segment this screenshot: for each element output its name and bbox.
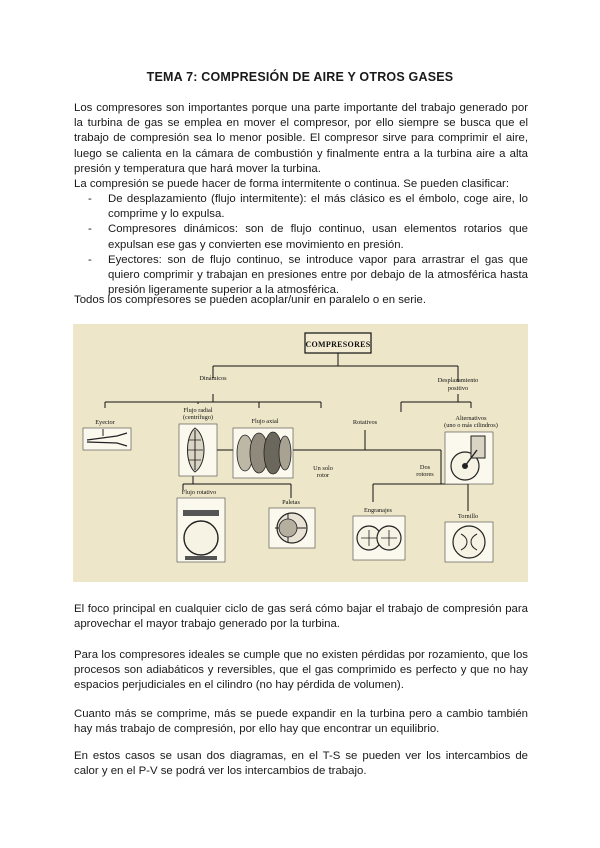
classification-diagram (73, 324, 528, 582)
bullet-marker: - (88, 223, 92, 236)
label-flujo-radial-1: Flujo radial (183, 407, 213, 414)
list-item (74, 192, 528, 222)
rotary-flow-illustration (177, 498, 225, 562)
label-un-solo-1: Un solo (313, 465, 333, 472)
list-item (74, 253, 528, 299)
gear-compressor-illustration (353, 516, 405, 560)
ideal-compressors-paragraph: Para los compresores ideales se cumple que no existen pérdidas por rozamiento, que los procesos son adiabáticos y reversibles, que el gas comprimido es perfecto y que no hay espacios perjudiciales en el cilindro (no hay pérdida de volumen). (74, 649, 528, 692)
compression-tradeoff-paragraph: Cuanto más se comprime, más se puede expandir en la turbina pero a cambio también hay más trabajo de compresión, por ello hay que encontrar un equilibrio. (74, 708, 528, 736)
ejector-illustration (83, 428, 131, 450)
label-alternativos-1: Alternativos (455, 415, 487, 422)
label-engranajes: Engranajes (364, 507, 392, 514)
bullet-text: De desplazamiento (flujo intermitente): el más clásico es el émbolo, coge aire, lo comprime y lo expulsa. (108, 193, 528, 221)
label-paletas: Paletas (282, 499, 300, 506)
label-rotativos: Rotativos (352, 419, 378, 426)
diagrams-paragraph: En estos casos se usan dos diagramas, en el T-S se pueden ver los intercambios de calor y en el P-V se podrá ver los intercambios de trabajo. (74, 750, 528, 778)
axial-compressor-illustration (233, 428, 293, 478)
screw-compressor-illustration (445, 522, 493, 562)
focus-paragraph: El foco principal en cualquier ciclo de gas será cómo bajar el trabajo de compresión para aprovechar el mayor trabajo generado por la turbina. (74, 603, 528, 631)
coupling-paragraph: Todos los compresores se pueden acoplar/unir en paralelo o en serie. (74, 294, 427, 306)
label-desplazamiento-1: Desplazamiento (437, 377, 479, 384)
vane-compressor-illustration (269, 508, 315, 548)
bullet-text: Eyectores: son de flujo continuo, se introduce vapor para arrastrar el gas que quiero comprimir y trabajan en presiones entre por debajo de la atmosférica hasta presión ligeramente superior a la atmosférica. (108, 253, 528, 297)
label-un-solo-2: rotor (316, 472, 330, 479)
label-flujo-rotativo: Flujo rotativo (181, 489, 217, 496)
label-alternativos-2: (uno o más cilindros) (444, 422, 498, 429)
label-dos-1: Dos (419, 464, 431, 471)
root-label: COMPRESORES (305, 340, 371, 349)
compressor-classification-figure (73, 324, 528, 582)
radial-compressor-illustration (179, 424, 217, 476)
bullet-marker: - (88, 253, 92, 266)
label-eyector: Eyector (95, 419, 115, 426)
reciprocating-compressor-illustration (445, 432, 493, 484)
classification-intro: La compresión se puede hacer de forma intermitente o continua. Se pueden clasificar: (74, 178, 509, 190)
list-item (74, 222, 528, 252)
classification-list (74, 192, 528, 298)
page-title: TEMA 7: COMPRESIÓN DE AIRE Y OTROS GASES (146, 70, 454, 84)
label-desplazamiento-2: positivo (447, 385, 469, 392)
bullet-text: Compresores dinámicos: son de flujo continuo, usan elementos rotarios que expulsan ese gas y convierten ese movimiento en presión. (108, 223, 528, 251)
label-dinamicos: Dinámicos (199, 375, 227, 382)
label-dos-2: rotores (416, 471, 434, 478)
intro-paragraph: Los compresores son importantes porque una parte importante del trabajo generado por la turbina de gas se emplea en mover el compresor, por ello siempre se busca que el trabajo de compresión sea lo menor posible. El compresor sirve para comprimir el aire, luego se calienta en la cámara de combustión y finalmente entra a la turbina aire a alta presión y temperatura que hará mover la turbina. (74, 102, 528, 175)
label-flujo-radial-2: (centrífugo) (182, 414, 214, 421)
label-flujo-axial: Flujo axial (251, 418, 279, 425)
label-tornillo: Tornillo (457, 513, 479, 520)
bullet-marker: - (88, 193, 92, 205)
